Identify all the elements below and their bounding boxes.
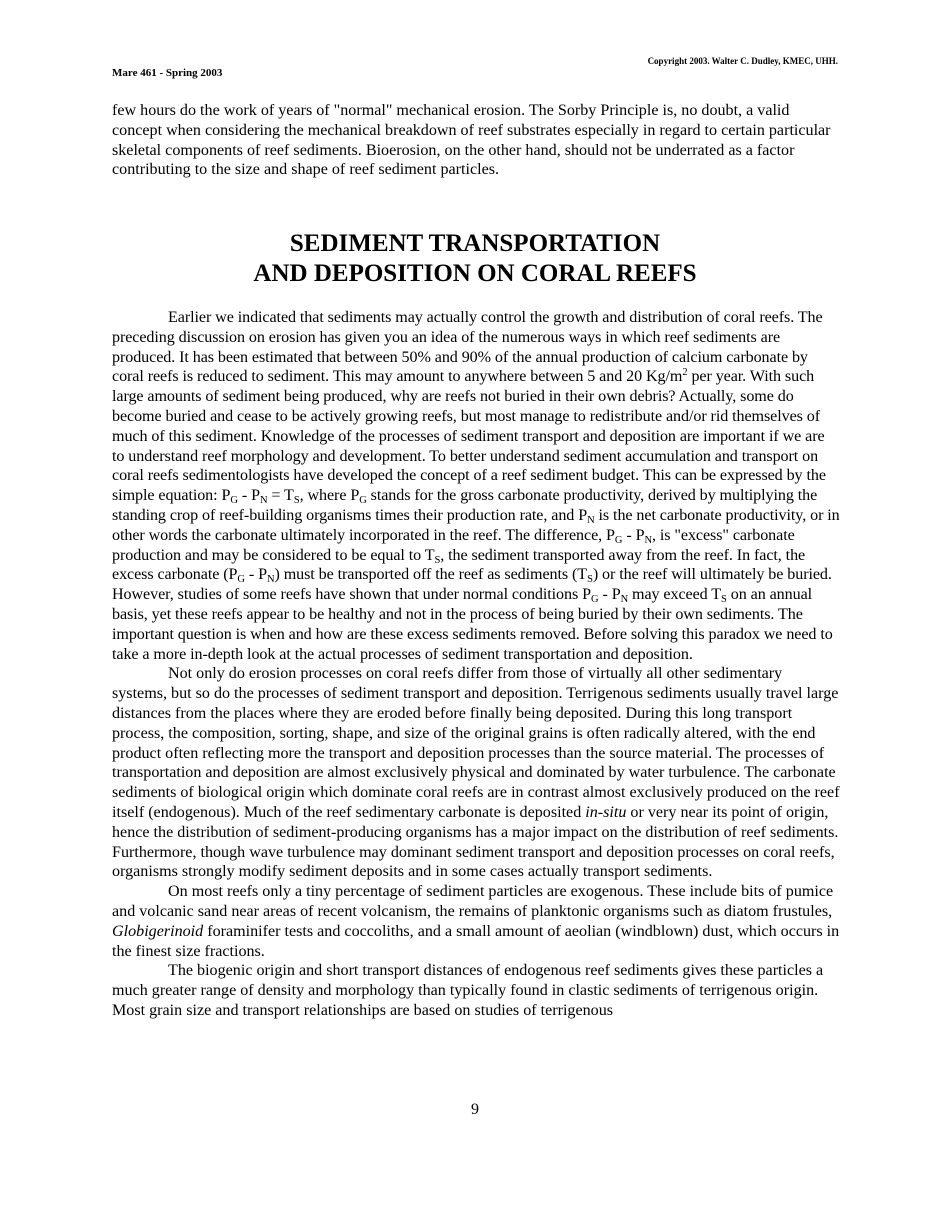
page-number: 9	[471, 1101, 479, 1118]
course-label: Mare 461 - Spring 2003	[112, 67, 223, 79]
section-title-line-2: AND DEPOSITION ON CORAL REEFS	[253, 259, 697, 287]
main-text	[112, 308, 840, 1021]
paragraph-3: On most reefs only a tiny percentage of sediment particles are exogenous. These include bits of pumice and volcanic sand near areas of recent volcanism, the remains of planktonic organisms such as diatom frustules, Globigerinoid foraminifer tests and coccoliths, and a small amount of aeolian (windblown) dust, which occurs in the finest size fractions.	[112, 883, 840, 960]
section-title-line-1: SEDIMENT TRANSPORTATION	[289, 230, 661, 257]
section-title	[0, 229, 950, 288]
paragraph-1: Earlier we indicated that sediments may actually control the growth and distribution of coral reefs. The preceding discussion on erosion has given you an idea of the numerous ways in which reef sediments are produced. It has been estimated that between 50% and 90% of the annual production of calcium carbonate by coral reefs is reduced to sediment. This may amount to anywhere between 5 and 20 $Kg/m^2$ per year. With such large amounts of sediment being produced, why are reefs not buried in their own debris? Actually, some do become buried and cease to be actively growing reefs, but most manage to redistribute and/or rid themselves of much of this sediment. Knowledge of the processes of sediment transport and deposition are important if we are to understand reef morphology and development. To better understand sediment accumulation and transport on coral reefs sedimentologists have developed the concept of a reef sediment budget. This can be expressed by the simple equation: $P_G - P_N = T_S$, where $P_G$ stands for the gross carbonate productivity, derived by multiplying the standing crop of reef-building organisms times their production rate, and $P_N$ is the net carbonate productivity, or in other words the carbonate ultimately incorporated in the reef. The difference, $P_G - P_N$, is "excess" carbonate production and may be considered to be equal to $T_S$, the sediment transported away from the reef. In fact, the excess carbonate $(P_G - P_N)$ must be transported off the reef as sediments $(T_S)$ or the reef will ultimately be buried. However, studies of some reefs have shown that under normal conditions $P_G - P_N$ may exceed $T_S$ on an annual basis, yet these reefs appear to be healthy and not in the process of being buried by their own sediments. The important question is when and how are these excess sediments removed. Before solving this paradox we need to take a more in-depth look at the actual processes of sediment transportation and deposition.	[112, 309, 840, 663]
copyright-notice: Copyright 2003. Walter C. Dudley, KMEC, UHH.	[647, 56, 838, 66]
paragraph-4: The biogenic origin and short transport distances of endogenous reef sediments gives these particles a much greater range of density and morphology than typically found in clastic sediments of terrigenous origin. Most grain size and transport relationships are based on studies of terrigenous	[112, 962, 824, 1019]
paragraph-2: Not only do erosion processes on coral reefs differ from those of virtually all other sedimentary systems, but so do the processes of sediment transport and deposition. Terrigenous sediments usually travel large distances from the places where they are eroded before finally being deposited. During this long transport process, the composition, sorting, shape, and size of the original grains is often radically altered, with the end product often reflecting more the transport and deposition processes than the source material. The processes of transportation and deposition are almost exclusively physical and dominated by water turbulence. The carbonate sediments of biological origin which dominate coral reefs are in contrast almost exclusively produced on the reef itself (endogenous). Much of the reef sedimentary carbonate is deposited in-situ or very near its point of origin, hence the distribution of sediment-producing organisms has a major impact on the distribution of reef sediments. Furthermore, though wave turbulence may dominant sediment transport and deposition processes on coral reefs, organisms strongly modify sediment deposits and in some cases actually transport sediments.	[112, 665, 840, 881]
intro-paragraph: few hours do the work of years of "normal" mechanical erosion. The Sorby Principle is, no doubt, a valid concept when considering the mechanical breakdown of reef substrates especially in regard to certain particular skeletal components of reef sediments. Bioerosion, on the other hand, should not be underrated as a factor contributing to the size and shape of reef sediment particles.	[112, 102, 831, 179]
